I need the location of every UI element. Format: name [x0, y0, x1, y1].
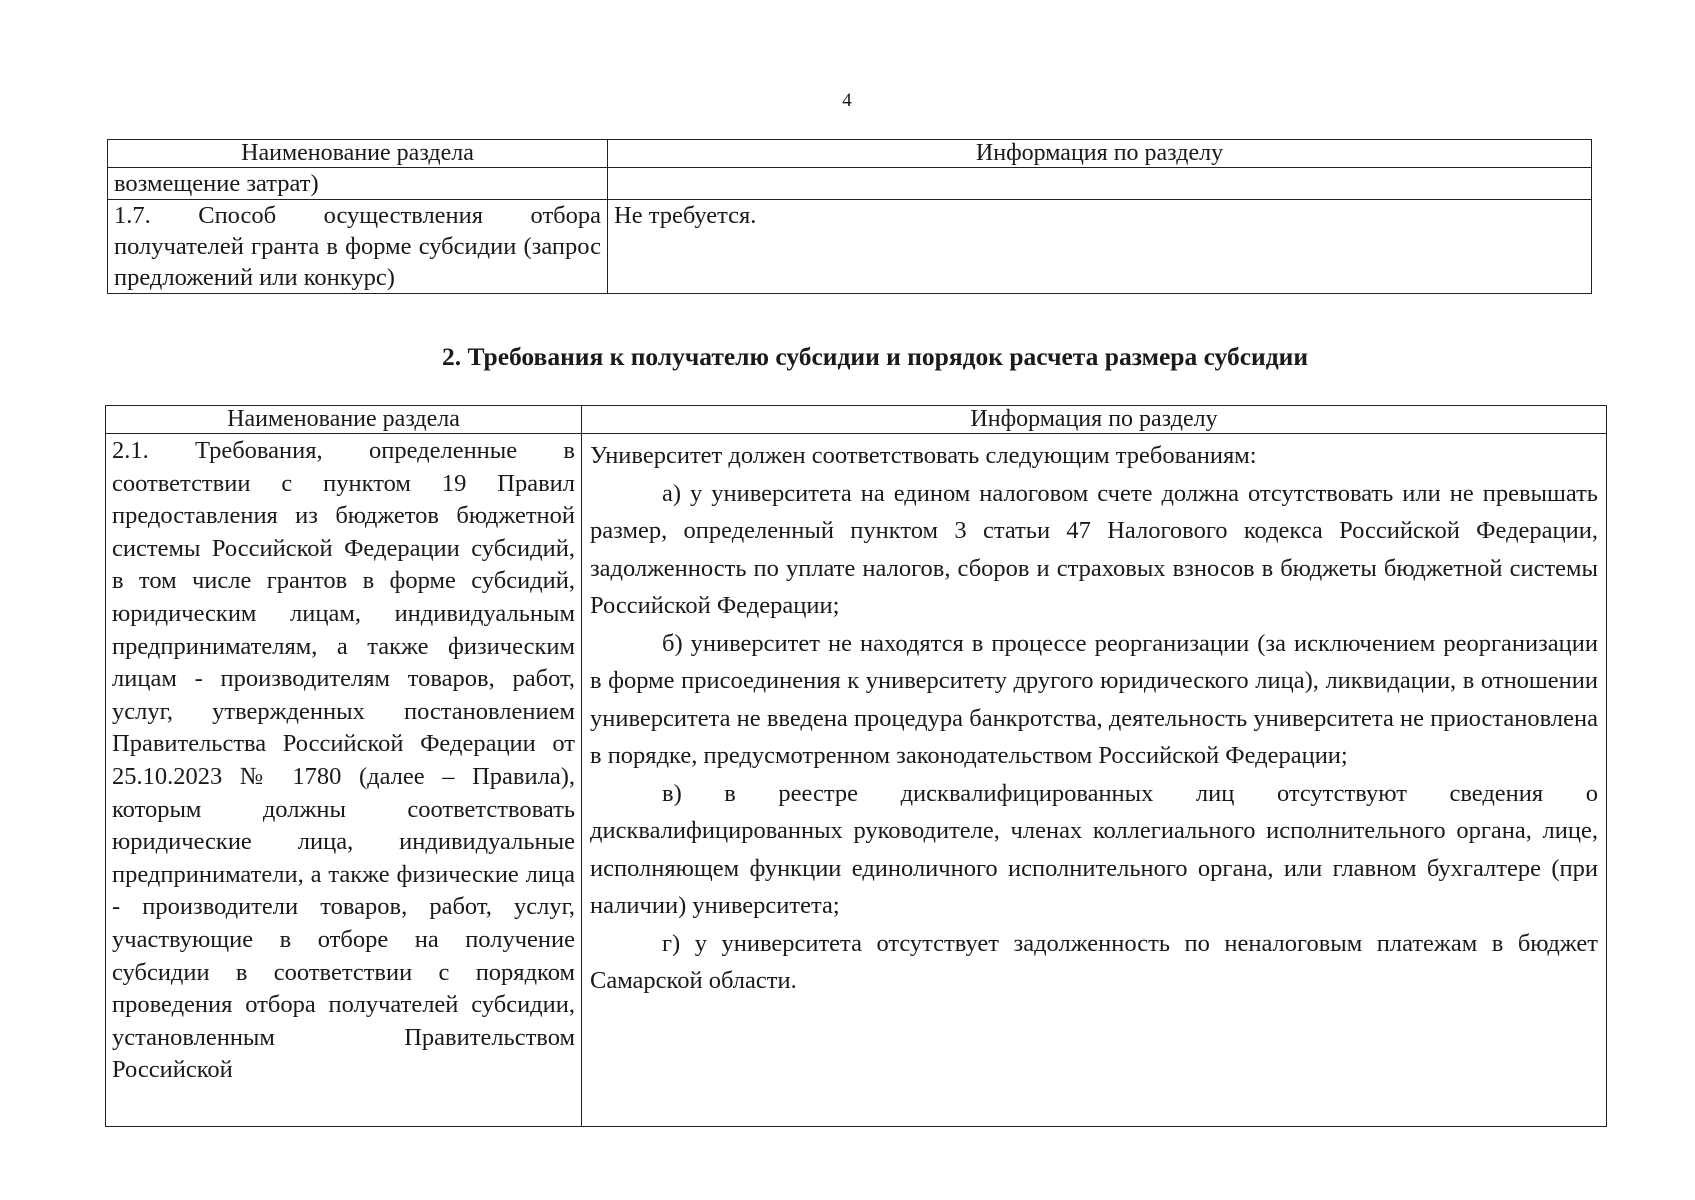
cell-section-name: 2.1. Требования, определенные в соответствии с пунктом 19 Правил предоставления из бюджетов бюджетной системы Российской Федерации субсидий, в том числе грантов в форме субсидий, юридическим лицам, индивидуальным предпринимателям, а также физическим лицам - производителям товаров, работ, услуг, утвержденных постановлением Правительства Российской Федерации от 25.10.2023 № 1780 (далее – Правила), которым должны соответствовать юридические лица, индивидуальные предприниматели, а также физические лица - производители товаров, работ, услуг, участвующие в отборе на получение субсидии в соответствии с порядком проведения отбора получателей субсидии, установленным Правительством Российской	[106, 434, 582, 1127]
requirement-item-a: а) у университета на едином налоговом счете должна отсутствовать или не превышать размер, определенный пунктом 3 статьи 47 Налогового кодекса Российской Федерации, задолженность по уплате налогов, сборов и страховых взносов в бюджеты бюджетной системы Российской Федерации;	[590, 479, 1598, 619]
table-header-row	[106, 406, 1607, 434]
cell-section-info	[608, 168, 1592, 200]
requirement-item-g: г) у университета отсутствует задолженность по неналоговым платежам в бюджет Самарской области.	[590, 929, 1598, 994]
cell-section-name: 1.7. Способ осуществления отбора получателей гранта в форме субсидии (запрос предложений или конкурс)	[108, 200, 608, 294]
table-section-1-continued	[107, 139, 1592, 294]
header-section-name: Наименование раздела	[106, 406, 582, 434]
header-section-name: Наименование раздела	[108, 140, 608, 168]
table-row	[108, 168, 1592, 200]
header-section-info: Информация по разделу	[608, 140, 1592, 168]
header-section-info: Информация по разделу	[582, 406, 1607, 434]
table-section-2	[105, 405, 1607, 1127]
page-number: 4	[842, 90, 853, 111]
requirements-intro: Университет должен соответствовать следующим требованиям:	[590, 442, 1257, 469]
requirement-item-b: б) университет не находятся в процессе реорганизации (за исключением реорганизации в форме присоединения к университету другого юридического лица), ликвидации, в отношении университета не введена процедура банкротства, деятельность университета не приостановлена в порядке, предусмотренном законодательством Российской Федерации;	[590, 629, 1598, 769]
cell-section-info: Не требуется.	[608, 200, 1592, 294]
table-header-row	[108, 140, 1592, 168]
cell-section-info	[582, 434, 1607, 1127]
requirement-item-v: в) в реестре дисквалифицированных лиц отсутствуют сведения о дисквалифицированных руководителе, членах коллегиального исполнительного органа, лице, исполняющем функции единоличного исполнительного органа, или главном бухгалтере (при наличии) университета;	[590, 779, 1598, 919]
table-row	[106, 434, 1607, 1127]
section-heading: 2. Требования к получателю субсидии и порядок расчета размера субсидии	[441, 342, 1309, 371]
cell-section-name: возмещение затрат)	[108, 168, 608, 200]
table-row	[108, 200, 1592, 294]
